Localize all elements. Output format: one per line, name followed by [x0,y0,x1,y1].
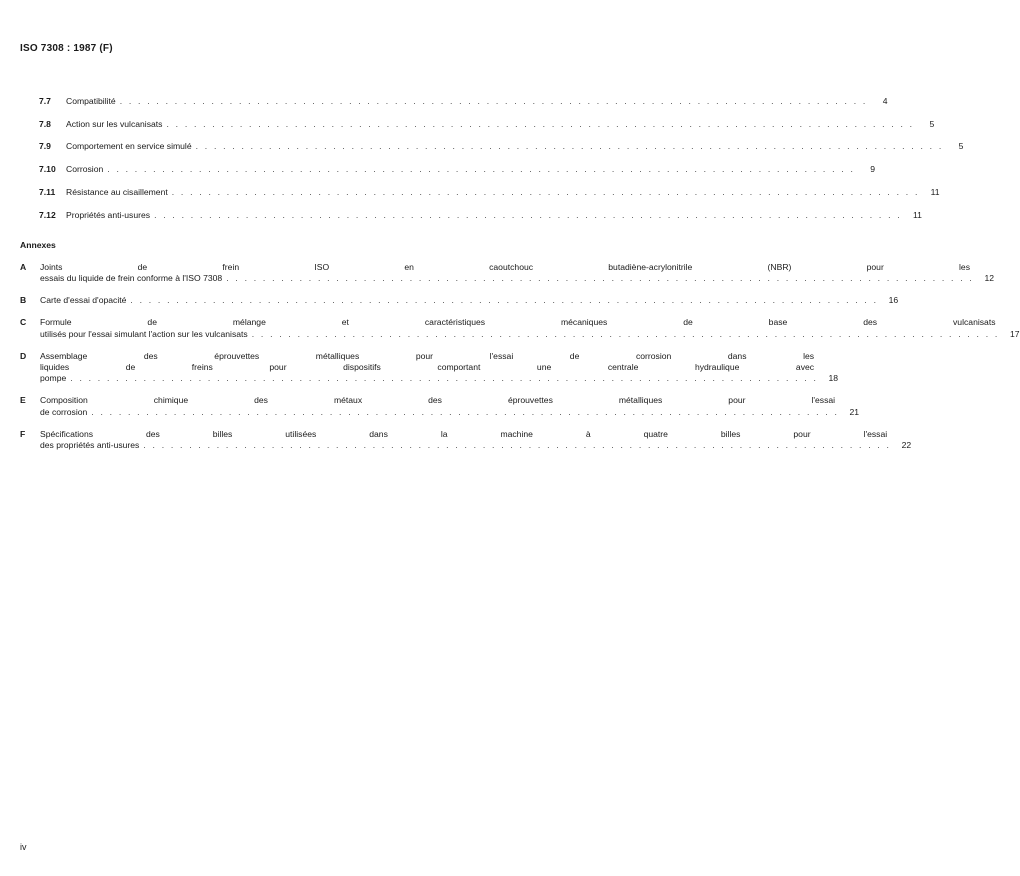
annex-letter: A [20,262,27,272]
annexes-heading: Annexes [20,240,56,250]
toc-annex-d[interactable] [20,350,839,385]
dot-leader [143,440,891,451]
dot-leader [70,373,818,384]
section-title: Comportement en service simulé [66,141,192,152]
section-number: 7.7 [39,96,51,106]
dot-leader [130,295,878,306]
annex-title-line: essais du liquide de frein conforme à l'ISO 7308 [40,273,223,284]
toc-annex-a[interactable] [20,262,995,285]
section-number: 7.11 [39,186,56,197]
annex-letter: B [20,295,27,306]
annex-title-line: Assemblage des éprouvettes métalliques pour l'essai de corrosion dans les [40,350,815,361]
toc-annex-c[interactable] [20,317,1020,340]
toc-sections [20,96,964,232]
dot-leader [226,273,974,284]
page-number: 16 [888,295,899,306]
annex-letter: C [20,317,27,328]
annex-title-line: Spécifications des billes utilisées dans la machine à quatre billes pour l'essai [40,428,888,439]
page-number: 11 [912,209,922,220]
toc-entry-7-9[interactable] [20,141,964,152]
toc-entry-7-7[interactable] [20,96,888,107]
annex-title-line: pompe [40,373,67,384]
page-number: 11 [930,186,940,197]
annex-letter: F [20,428,26,439]
section-number: 7.9 [39,141,51,152]
section-title: Propriétés anti-usures [66,209,151,220]
page-number: 12 [984,273,995,284]
dot-leader [107,164,855,175]
toc-entry-7-10[interactable] [20,164,876,175]
section-number: 7.8 [39,118,51,129]
annex-title-line: Formule de mélange et caractéristiques mécaniques de base des vulcanisats [40,317,996,328]
page-number: 4 [882,96,888,106]
toc-annex-b[interactable] [20,295,899,306]
page-number: 5 [929,118,935,129]
annex-title-line: Composition chimique des métaux des éprouvettes métalliques pour l'essai [40,395,836,406]
dot-leader [120,96,868,107]
dot-leader [252,329,1000,340]
footer-page-number: iv [20,842,27,852]
annex-title-line: des propriétés anti-usures [40,439,140,450]
dot-leader [154,210,902,221]
annex-title-line: utilisés pour l'essai simulant l'action sur les vulcanisats [40,328,248,339]
page-number: 5 [958,141,964,152]
annex-letter: D [20,350,27,361]
annex-title-line: Joints de frein ISO en caoutchouc butadiène-acrylonitrile (NBR) pour les [40,262,971,272]
page-number: 18 [828,373,839,384]
annex-letter: E [20,395,26,406]
section-number: 7.10 [39,164,56,175]
annex-title-line: liquides de freins pour dispositifs comportant une centrale hydraulique avec [40,361,815,372]
toc-entry-7-8[interactable] [20,118,935,130]
page-number: 22 [901,439,912,450]
dot-leader [172,187,920,198]
dot-leader [166,119,914,130]
annex-title-line: de corrosion [40,406,88,417]
toc-annex-f[interactable] [20,428,912,452]
section-title: Compatibilité [66,96,116,106]
dot-leader [196,141,944,152]
toc-entry-7-11[interactable] [20,186,940,198]
document-header: ISO 7308 : 1987 (F) [20,43,113,54]
toc-entry-7-12[interactable] [20,209,922,221]
dot-leader [91,407,839,418]
section-title: Action sur les vulcanisats [66,118,163,129]
page-number: 9 [870,164,876,175]
page-number: 21 [849,406,860,417]
toc-annex-e[interactable] [20,395,860,418]
section-number: 7.12 [39,209,56,220]
toc-annexes [20,262,1020,462]
section-title: Résistance au cisaillement [66,186,168,197]
section-title: Corrosion [66,164,104,175]
page-number: 17 [1009,328,1020,339]
annex-title-line: Carte d'essai d'opacité [40,295,127,306]
